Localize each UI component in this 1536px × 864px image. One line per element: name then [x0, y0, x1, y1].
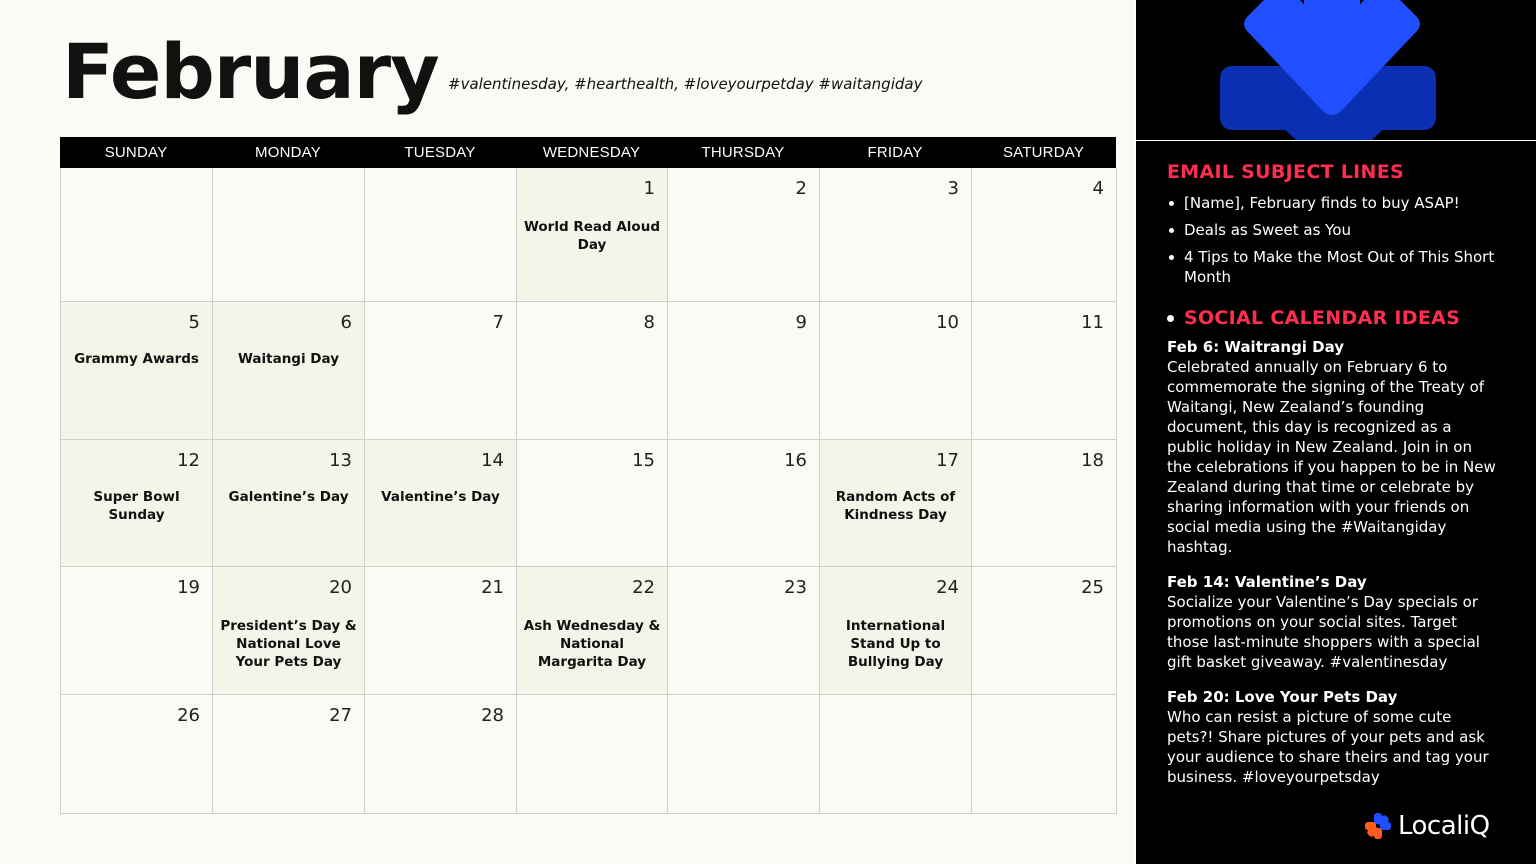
list-item: [Name], February finds to buy ASAP! — [1167, 193, 1497, 213]
idea-body: Celebrated annually on February 6 to commemorate the signing of the Treaty of Waitangi, New Zealand’s founding document, this day is recognized as a public holiday in New Zealand. Join in on the celebrations if you happen to be in New Zealand during that time or celebrate by sharing information with your friends on social media using the #Waitangiday hashtag. — [1167, 358, 1496, 556]
day-number: 8 — [643, 312, 655, 333]
page-title: February — [62, 27, 439, 116]
calendar-day-cell — [972, 567, 1117, 695]
bullet-icon — [1167, 315, 1174, 322]
calendar-day-cell — [668, 302, 820, 440]
weekday-label: MONDAY — [255, 144, 321, 161]
day-number: 7 — [492, 312, 504, 333]
weekday-label: FRIDAY — [867, 144, 923, 161]
calendar-day-cell — [972, 440, 1117, 567]
list-item: 4 Tips to Make the Most Out of This Short Month — [1167, 247, 1497, 287]
idea-title: Feb 14: Valentine’s Day — [1167, 573, 1367, 591]
day-number: 15 — [632, 450, 655, 471]
weekday-label: WEDNESDAY — [542, 144, 641, 161]
day-number: 6 — [340, 312, 352, 333]
day-number: 9 — [795, 312, 807, 333]
day-event: President’s Day & National Love Your Pets Day — [220, 618, 357, 670]
calendar-day-cell — [820, 302, 972, 440]
calendar-day-cell — [668, 168, 820, 302]
day-event: World Read Aloud Day — [524, 219, 660, 253]
day-number: 5 — [188, 312, 200, 333]
calendar-day-cell — [820, 440, 972, 567]
day-number: 2 — [795, 178, 807, 199]
calendar-day-cell — [61, 168, 213, 302]
email-section-title: EMAIL SUBJECT LINES — [1167, 161, 1404, 183]
day-number: 4 — [1092, 178, 1104, 199]
localiq-logo-icon — [1364, 812, 1392, 840]
calendar-day-cell — [517, 567, 668, 695]
day-number: 16 — [784, 450, 807, 471]
calendar-day-cell — [668, 567, 820, 695]
idea-body: Who can resist a picture of some cute pets?! Share pictures of your pets and ask your audience to share theirs and tag your business. #loveyourpetsday — [1167, 708, 1489, 786]
calendar-day-cell — [365, 168, 517, 302]
calendar-day-cell — [517, 695, 668, 814]
brand-graphic — [1136, 0, 1536, 140]
idea-body: Socialize your Valentine’s Day specials or promotions on your social sites. Target those last-minute shoppers with a special gift basket giveaway. #valentinesday — [1167, 593, 1480, 671]
calendar-day-cell — [972, 695, 1117, 814]
calendar-day-cell — [820, 168, 972, 302]
day-event: Super Bowl Sunday — [93, 489, 180, 523]
hashtags: #valentinesday, #hearthealth, #loveyourpetday #waitangiday — [448, 75, 923, 93]
day-number: 18 — [1081, 450, 1104, 471]
day-number: 13 — [329, 450, 352, 471]
idea-title: Feb 20: Love Your Pets Day — [1167, 688, 1398, 706]
email-subject-list — [1167, 193, 1497, 287]
day-number: 24 — [936, 577, 959, 598]
sidebar-divider — [1136, 140, 1536, 141]
calendar-day-cell — [365, 440, 517, 567]
calendar-grid — [60, 168, 1116, 814]
day-number: 17 — [936, 450, 959, 471]
day-number: 12 — [177, 450, 200, 471]
weekday-label: TUESDAY — [404, 144, 476, 161]
idea-title: Feb 6: Waitrangi Day — [1167, 338, 1345, 356]
calendar-day-cell — [213, 168, 365, 302]
calendar-day-cell — [61, 440, 213, 567]
idea-item — [1167, 572, 1497, 672]
sidebar-content — [1167, 161, 1497, 787]
calendar-day-cell — [517, 302, 668, 440]
day-number: 11 — [1081, 312, 1104, 333]
calendar-day-cell — [213, 695, 365, 814]
calendar-day-cell — [213, 440, 365, 567]
calendar-day-cell — [61, 695, 213, 814]
social-section-header — [1167, 307, 1497, 329]
sidebar — [1134, 0, 1536, 864]
day-event: Waitangi Day — [237, 351, 339, 367]
calendar — [60, 137, 1116, 814]
day-number: 3 — [947, 178, 959, 199]
calendar-day-cell — [972, 302, 1117, 440]
day-number: 19 — [177, 577, 200, 598]
calendar-day-cell — [365, 302, 517, 440]
brand-name: LocaliQ — [1398, 811, 1490, 841]
calendar-day-cell — [517, 168, 668, 302]
day-number: 20 — [329, 577, 352, 598]
idea-item — [1167, 687, 1497, 787]
calendar-day-cell — [365, 567, 517, 695]
calendar-day-cell — [820, 567, 972, 695]
calendar-day-cell — [365, 695, 517, 814]
calendar-day-cell — [213, 567, 365, 695]
weekday-label: SATURDAY — [1002, 144, 1085, 161]
calendar-day-cell — [61, 302, 213, 440]
calendar-day-cell — [213, 302, 365, 440]
day-number: 23 — [784, 577, 807, 598]
day-event: Ash Wednesday & National Margarita Day — [523, 618, 661, 670]
calendar-day-cell — [668, 440, 820, 567]
social-section-title: SOCIAL CALENDAR IDEAS — [1184, 307, 1461, 329]
calendar-day-cell — [820, 695, 972, 814]
day-event: Random Acts of Kindness Day — [835, 489, 956, 523]
weekday-label: THURSDAY — [701, 144, 785, 161]
day-number: 21 — [481, 577, 504, 598]
localiq-burst-icon — [1136, 0, 1536, 140]
calendar-day-cell — [517, 440, 668, 567]
calendar-day-cell — [61, 567, 213, 695]
day-number: 14 — [481, 450, 504, 471]
day-number: 27 — [329, 705, 352, 726]
idea-item — [1167, 337, 1497, 557]
brand-logo — [1364, 811, 1490, 841]
list-item: Deals as Sweet as You — [1167, 220, 1497, 240]
day-event: International Stand Up to Bullying Day — [845, 618, 946, 670]
weekday-header — [60, 137, 1116, 168]
day-event: Grammy Awards — [74, 351, 199, 367]
day-event: Valentine’s Day — [381, 489, 500, 505]
day-number: 22 — [632, 577, 655, 598]
day-event: Galentine’s Day — [228, 489, 349, 505]
day-number: 28 — [481, 705, 504, 726]
weekday-label: SUNDAY — [104, 144, 168, 161]
day-number: 25 — [1081, 577, 1104, 598]
calendar-day-cell — [972, 168, 1117, 302]
day-number: 1 — [643, 178, 655, 199]
day-number: 10 — [936, 312, 959, 333]
calendar-day-cell — [668, 695, 820, 814]
day-number: 26 — [177, 705, 200, 726]
